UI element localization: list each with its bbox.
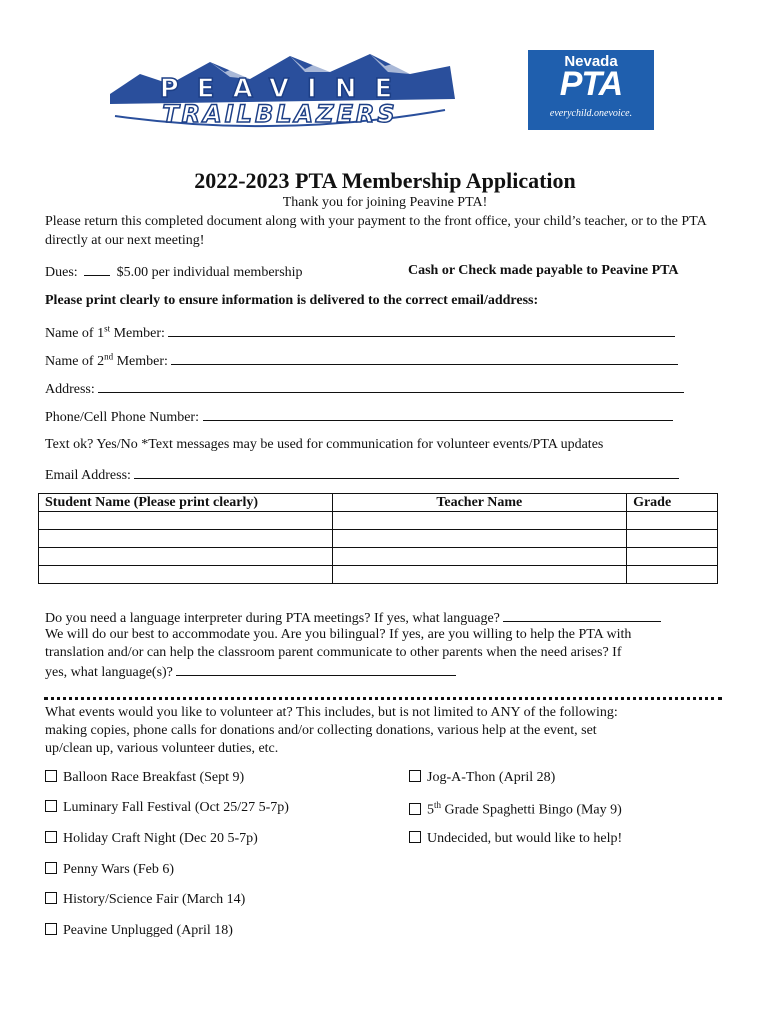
event-jog-a-thon[interactable]: Jog-A-Thon (April 28) (409, 770, 555, 786)
checkbox-icon[interactable] (409, 770, 421, 782)
logo-tagline-b: onevoice. (594, 108, 633, 119)
interpreter-line4 (45, 663, 456, 681)
student-name-cell[interactable] (39, 512, 333, 530)
dues-checkbox-line[interactable] (84, 263, 110, 276)
interpreter-line1 (45, 609, 661, 627)
interpreter-language-input[interactable] (503, 609, 661, 622)
interpreter-line2: We will do our best to accommodate you. Are you bilingual? If yes, are you willing to help the PTA with (45, 627, 632, 642)
grade-header: Grade (627, 494, 718, 512)
logo-text-peavine: PEAVINE (159, 74, 411, 104)
volunteer-intro-line1: What events would you like to volunteer at? This includes, but is not limited to ANY of the following: (45, 705, 618, 720)
page-title: 2022-2023 PTA Membership Application (194, 168, 576, 193)
bilingual-language-input[interactable] (176, 663, 456, 676)
table-row (39, 530, 718, 548)
event-balloon-race[interactable]: Balloon Race Breakfast (Sept 9) (45, 770, 244, 786)
logo-tagline-a: everychild. (549, 108, 595, 119)
text-ok-row: Text ok? Yes/No *Text messages may be used for communication for volunteer events/PTA updates (45, 437, 604, 452)
dues-label: Dues: (45, 265, 78, 280)
logo-pta-text: PTA (559, 65, 623, 103)
checkbox-icon[interactable] (45, 923, 57, 935)
member1-input[interactable] (168, 324, 675, 337)
event-undecided[interactable]: Undecided, but would like to help! (409, 831, 622, 847)
volunteer-intro-line2: making copies, phone calls for donations and/or collecting donations, various help at the event, set (45, 723, 597, 738)
phone-row (45, 408, 673, 426)
event-holiday-craft-night[interactable]: Holiday Craft Night (Dec 20 5-7p) (45, 831, 258, 847)
dues-row (45, 263, 303, 281)
event-luminary-fall-festival[interactable]: Luminary Fall Festival (Oct 25/27 5-7p) (45, 800, 289, 816)
student-name-cell[interactable] (39, 530, 333, 548)
phone-input[interactable] (203, 408, 673, 421)
address-row (45, 380, 684, 398)
checkbox-icon[interactable] (45, 770, 57, 782)
address-input[interactable] (98, 380, 684, 393)
student-name-cell[interactable] (39, 566, 333, 584)
email-label: Email Address: (45, 468, 131, 483)
grade-cell[interactable] (627, 530, 718, 548)
checkbox-icon[interactable] (45, 831, 57, 843)
teacher-name-cell[interactable] (332, 530, 627, 548)
grade-cell[interactable] (627, 548, 718, 566)
address-label: Address: (45, 382, 95, 397)
grade-cell[interactable] (627, 566, 718, 584)
event-spaghetti-bingo[interactable]: 5th Grade Spaghetti Bingo (May 9) (409, 800, 622, 819)
payment-note: Cash or Check made payable to Peavine PTA (408, 263, 679, 278)
student-table (38, 493, 718, 584)
student-name-cell[interactable] (39, 548, 333, 566)
student-table-header (39, 494, 718, 512)
interpreter-question: Do you need a language interpreter during PTA meetings? If yes, what language? (45, 611, 500, 626)
checkbox-icon[interactable] (409, 803, 421, 815)
thanks-text: Thank you for joining Peavine PTA! (282, 195, 488, 210)
event-peavine-unplugged[interactable]: Peavine Unplugged (April 18) (45, 923, 233, 939)
checkbox-icon[interactable] (45, 862, 57, 874)
dotted-divider (44, 697, 722, 700)
member2-label: Name of 2nd Member: (45, 351, 168, 369)
phone-label: Phone/Cell Phone Number: (45, 410, 199, 425)
checkbox-icon[interactable] (409, 831, 421, 843)
interpreter-line3: translation and/or can help the classroom parent communicate to other parents when the need arises? If (45, 645, 622, 660)
logo-tagline (528, 108, 654, 119)
print-clearly-note: Please print clearly to ensure information is delivered to the correct email/address: (45, 293, 539, 308)
event-penny-wars[interactable]: Penny Wars (Feb 6) (45, 862, 174, 878)
member2-input[interactable] (171, 352, 678, 365)
volunteer-intro-line3: up/clean up, various volunteer duties, etc. (45, 741, 279, 756)
email-input[interactable] (134, 466, 679, 479)
instructions-text: Please return this completed document along with your payment to the front office, your child’s teacher, or to the PTA directly at our next meeting! (45, 214, 706, 248)
event-history-science-fair[interactable]: History/Science Fair (March 14) (45, 892, 245, 908)
teacher-name-cell[interactable] (332, 548, 627, 566)
member1-row (45, 323, 675, 342)
teacher-name-cell[interactable] (332, 512, 627, 530)
peavine-trailblazers-logo (100, 44, 460, 134)
member2-row (45, 351, 678, 370)
table-row (39, 566, 718, 584)
grade-cell[interactable] (627, 512, 718, 530)
email-row (45, 466, 679, 484)
table-row (39, 512, 718, 530)
checkbox-icon[interactable] (45, 800, 57, 812)
logo-text-trailblazers: TRAILBLAZERS (162, 100, 398, 128)
member1-label: Name of 1st Member: (45, 323, 165, 341)
nevada-pta-logo (528, 50, 654, 130)
logo-nevada-text: Nevada (564, 53, 618, 70)
dues-text: $5.00 per individual membership (116, 265, 303, 280)
student-name-header: Student Name (Please print clearly) (39, 494, 333, 512)
bilingual-question: yes, what language(s)? (45, 665, 173, 680)
table-row (39, 548, 718, 566)
checkbox-icon[interactable] (45, 892, 57, 904)
teacher-name-header: Teacher Name (332, 494, 627, 512)
teacher-name-cell[interactable] (332, 566, 627, 584)
